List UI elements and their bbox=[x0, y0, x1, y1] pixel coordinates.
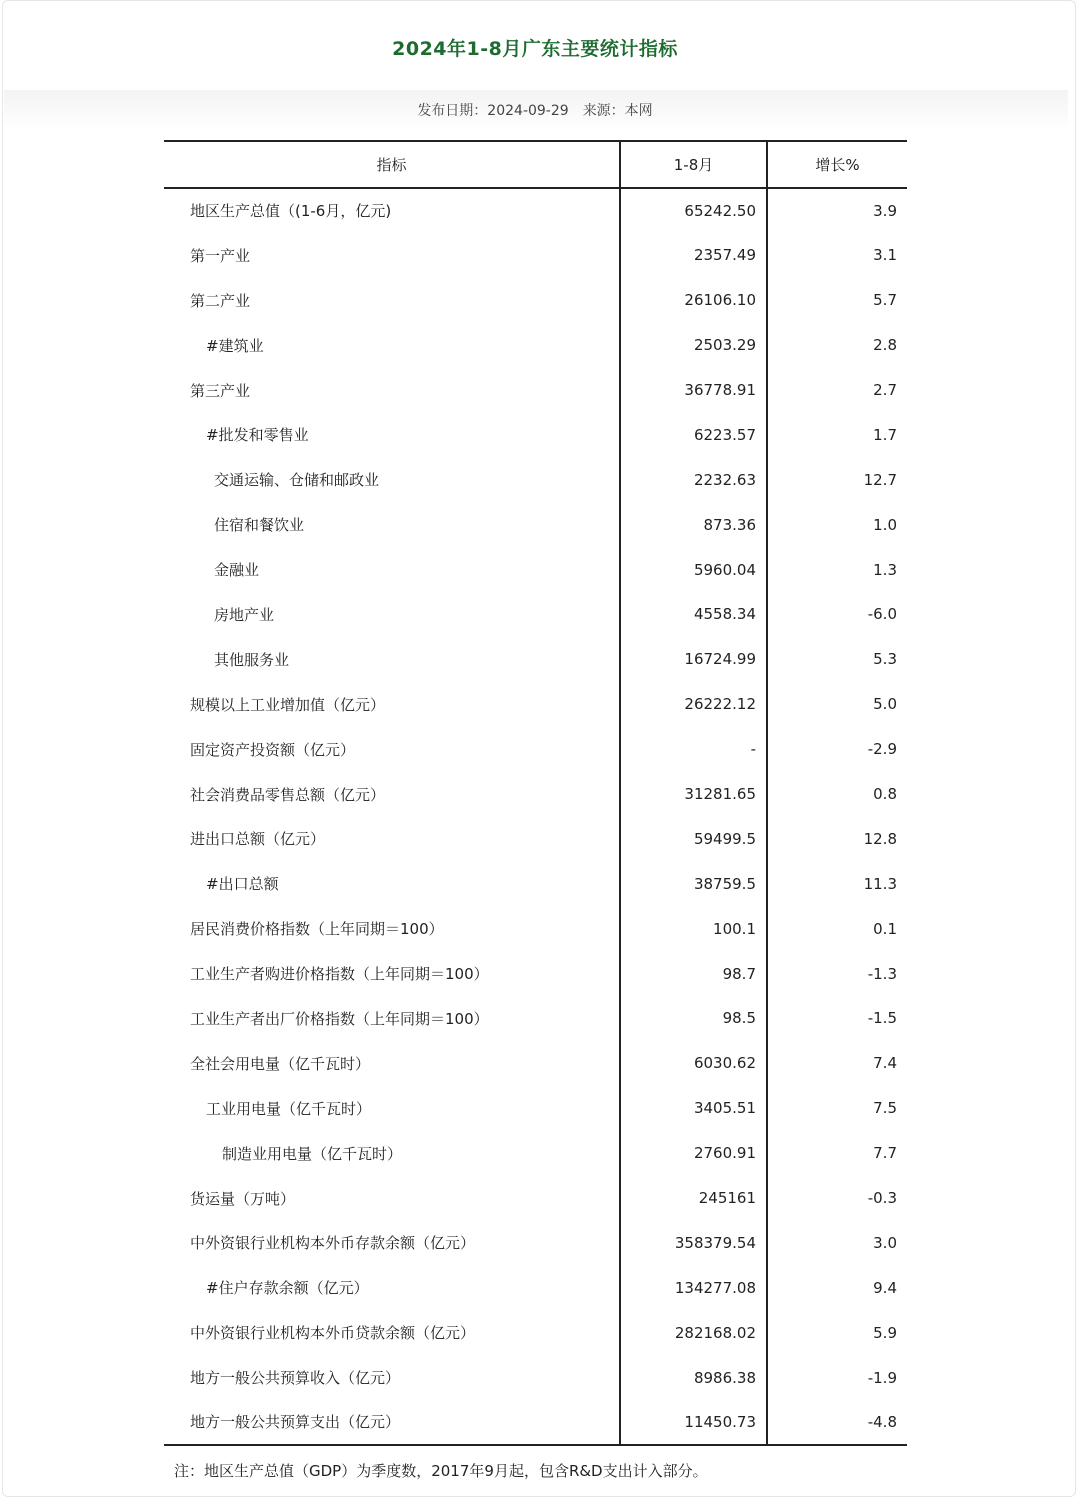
row-growth: 5.0 bbox=[767, 682, 907, 727]
publish-date: 发布日期：2024-09-29 bbox=[417, 103, 569, 119]
row-growth: 3.9 bbox=[767, 188, 907, 233]
row-value: 245161 bbox=[620, 1176, 767, 1221]
row-growth: 7.7 bbox=[767, 1131, 907, 1176]
publish-meta bbox=[0, 100, 1070, 120]
row-growth: 7.5 bbox=[767, 1086, 907, 1131]
table-row bbox=[164, 592, 907, 637]
table-row bbox=[164, 1310, 907, 1355]
row-value: 59499.5 bbox=[620, 816, 767, 861]
row-value: 3405.51 bbox=[620, 1086, 767, 1131]
row-value: 2232.63 bbox=[620, 457, 767, 502]
row-value: 16724.99 bbox=[620, 637, 767, 682]
row-growth: 2.7 bbox=[767, 368, 907, 413]
header-period: 1-8月 bbox=[620, 141, 767, 188]
row-value: 98.7 bbox=[620, 951, 767, 996]
row-growth: 0.1 bbox=[767, 906, 907, 951]
row-growth: 5.9 bbox=[767, 1310, 907, 1355]
row-growth: 3.0 bbox=[767, 1220, 907, 1265]
row-value: 873.36 bbox=[620, 502, 767, 547]
row-growth: 5.3 bbox=[767, 637, 907, 682]
row-value: 26106.10 bbox=[620, 278, 767, 323]
row-value: 358379.54 bbox=[620, 1220, 767, 1265]
row-value: 282168.02 bbox=[620, 1310, 767, 1355]
table-row bbox=[164, 996, 907, 1041]
table-row bbox=[164, 368, 907, 413]
table-row bbox=[164, 1400, 907, 1445]
table-row bbox=[164, 727, 907, 772]
row-growth: -1.9 bbox=[767, 1355, 907, 1400]
stats-table bbox=[164, 140, 907, 1446]
row-growth: -1.5 bbox=[767, 996, 907, 1041]
row-label: 社会消费品零售总额（亿元） bbox=[190, 785, 386, 804]
table-row bbox=[164, 772, 907, 817]
row-label: 第三产业 bbox=[190, 381, 251, 400]
table-row bbox=[164, 278, 907, 323]
row-value: 100.1 bbox=[620, 906, 767, 951]
row-label: 进出口总额（亿元） bbox=[190, 830, 326, 849]
table-row bbox=[164, 1355, 907, 1400]
table-row bbox=[164, 951, 907, 996]
table-row bbox=[164, 412, 907, 457]
row-growth: 2.8 bbox=[767, 323, 907, 368]
table-row bbox=[164, 188, 907, 233]
table-body bbox=[164, 188, 907, 1445]
row-value: 65242.50 bbox=[620, 188, 767, 233]
row-value: 11450.73 bbox=[620, 1400, 767, 1445]
row-growth: 12.7 bbox=[767, 457, 907, 502]
row-growth: 11.3 bbox=[767, 861, 907, 906]
table-row bbox=[164, 233, 907, 278]
row-label: 固定资产投资额（亿元） bbox=[190, 740, 356, 759]
row-growth: 5.7 bbox=[767, 278, 907, 323]
header-growth: 增长% bbox=[767, 141, 907, 188]
row-growth: 1.0 bbox=[767, 502, 907, 547]
table-row bbox=[164, 1265, 907, 1310]
header-indicator: 指标 bbox=[164, 141, 620, 188]
row-label: 中外资银行业机构本外币贷款余额（亿元） bbox=[190, 1324, 476, 1343]
row-label: 制造业用电量（亿千瓦时） bbox=[222, 1144, 403, 1163]
table-row bbox=[164, 457, 907, 502]
row-growth: 12.8 bbox=[767, 816, 907, 861]
table-row bbox=[164, 1220, 907, 1265]
row-value: 8986.38 bbox=[620, 1355, 767, 1400]
row-label: 全社会用电量（亿千瓦时） bbox=[190, 1054, 371, 1073]
row-label: #批发和零售业 bbox=[206, 426, 309, 445]
row-growth: -1.3 bbox=[767, 951, 907, 996]
row-label: 货运量（万吨） bbox=[190, 1189, 296, 1208]
row-growth: -0.3 bbox=[767, 1176, 907, 1221]
row-label: 地区生产总值（(1-6月，亿元) bbox=[190, 202, 392, 221]
row-growth: 1.7 bbox=[767, 412, 907, 457]
row-label: 其他服务业 bbox=[214, 650, 290, 669]
row-value: 38759.5 bbox=[620, 861, 767, 906]
row-label: 金融业 bbox=[214, 561, 260, 580]
row-value: 2760.91 bbox=[620, 1131, 767, 1176]
row-growth: 0.8 bbox=[767, 772, 907, 817]
row-label: 第二产业 bbox=[190, 291, 251, 310]
table-row bbox=[164, 816, 907, 861]
row-label: 规模以上工业增加值（亿元） bbox=[190, 695, 386, 714]
row-growth: 7.4 bbox=[767, 1041, 907, 1086]
row-value: 2503.29 bbox=[620, 323, 767, 368]
table-row bbox=[164, 502, 907, 547]
table-row bbox=[164, 323, 907, 368]
stats-table-wrapper bbox=[164, 140, 907, 1446]
row-value: 6223.57 bbox=[620, 412, 767, 457]
table-row bbox=[164, 1131, 907, 1176]
row-label: #住户存款余额（亿元） bbox=[206, 1279, 369, 1298]
row-label: #出口总额 bbox=[206, 875, 279, 894]
row-value: 134277.08 bbox=[620, 1265, 767, 1310]
row-growth: -2.9 bbox=[767, 727, 907, 772]
row-value: 31281.65 bbox=[620, 772, 767, 817]
table-row bbox=[164, 1086, 907, 1131]
table-header-row bbox=[164, 141, 907, 188]
row-value: - bbox=[620, 727, 767, 772]
row-label: 工业用电量（亿千瓦时） bbox=[206, 1099, 372, 1118]
table-row bbox=[164, 1041, 907, 1086]
row-growth: -6.0 bbox=[767, 592, 907, 637]
source-label: 来源：本网 bbox=[582, 103, 653, 119]
table-row bbox=[164, 637, 907, 682]
row-growth: 1.3 bbox=[767, 547, 907, 592]
row-label: 居民消费价格指数（上年同期＝100） bbox=[190, 920, 444, 939]
row-value: 5960.04 bbox=[620, 547, 767, 592]
table-row bbox=[164, 1176, 907, 1221]
row-growth: -4.8 bbox=[767, 1400, 907, 1445]
row-value: 98.5 bbox=[620, 996, 767, 1041]
table-row bbox=[164, 682, 907, 727]
row-label: 工业生产者出厂价格指数（上年同期＝100） bbox=[190, 1009, 489, 1028]
row-growth: 9.4 bbox=[767, 1265, 907, 1310]
row-label: 房地产业 bbox=[214, 605, 275, 624]
row-value: 2357.49 bbox=[620, 233, 767, 278]
row-label: 地方一般公共预算支出（亿元） bbox=[164, 1400, 620, 1445]
table-row bbox=[164, 906, 907, 951]
row-label: 工业生产者购进价格指数（上年同期＝100） bbox=[190, 965, 489, 984]
table-row bbox=[164, 547, 907, 592]
row-value: 36778.91 bbox=[620, 368, 767, 413]
row-label: 中外资银行业机构本外币存款余额（亿元） bbox=[190, 1234, 476, 1253]
row-value: 26222.12 bbox=[620, 682, 767, 727]
row-label: #建筑业 bbox=[206, 336, 264, 355]
footnote: 注：地区生产总值（GDP）为季度数，2017年9月起，包含R&D支出计入部分。 bbox=[174, 1462, 708, 1480]
row-value: 4558.34 bbox=[620, 592, 767, 637]
row-growth: 3.1 bbox=[767, 233, 907, 278]
row-label: 住宿和餐饮业 bbox=[214, 516, 305, 535]
table-row bbox=[164, 861, 907, 906]
row-label: 第一产业 bbox=[190, 246, 251, 265]
row-label: 交通运输、仓储和邮政业 bbox=[214, 471, 380, 490]
row-label: 地方一般公共预算收入（亿元） bbox=[190, 1369, 401, 1388]
row-value: 6030.62 bbox=[620, 1041, 767, 1086]
page-title: 2024年1-8月广东主要统计指标 bbox=[392, 38, 678, 60]
